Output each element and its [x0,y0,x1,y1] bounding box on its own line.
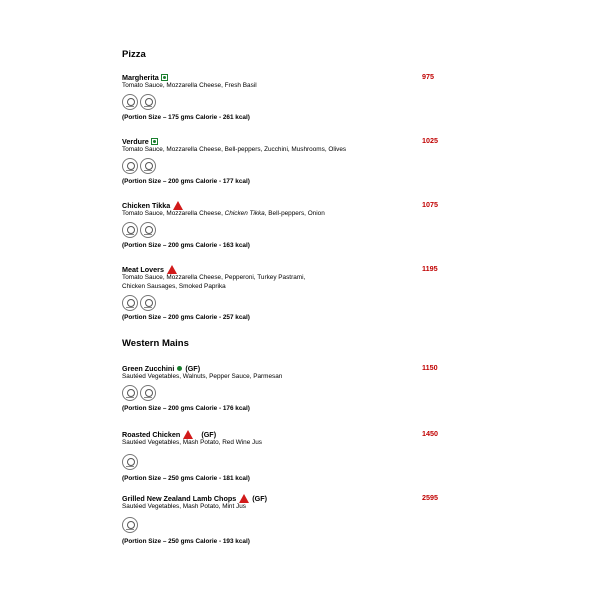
menu-item-lamb-chops [122,492,452,546]
item-description: Sautéed Vegetables, Mash Potato, Red Wine Jus [122,439,262,446]
non-veg-triangle-icon [167,265,177,274]
section-title-pizza: Pizza [122,49,146,60]
portion-info: (Portion Size – 250 gms Calorie - 193 kcal) [122,537,250,545]
nuts-icon [140,385,156,401]
allergen-icons [122,293,452,312]
menu-item-roasted-chicken [122,428,452,483]
veg-dot-icon [177,366,182,371]
dairy-icon [122,385,138,401]
allergen-icons [122,93,452,112]
veg-box-icon [151,138,158,145]
section-title-western-mains: Western Mains [122,338,189,349]
item-description: Tomato Sauce, Mozzarella Cheese, Chicken Tikka, Bell-peppers, Onion [122,210,325,217]
portion-info: (Portion Size – 250 gms Calorie - 181 kcal) [122,474,250,482]
dairy-icon [140,295,156,311]
gluten-icon [122,158,138,174]
item-price: 975 [422,72,434,81]
gluten-free-label: (GF) [185,363,201,373]
allergen-icons [122,516,452,535]
portion-info: (Portion Size – 200 gms Calorie - 177 kcal) [122,177,250,185]
dairy-icon [140,158,156,174]
menu-item-margherita [122,71,452,122]
item-description-line-2: Chicken Sausages, Smoked Paprika [122,282,226,290]
dairy-icon [140,222,156,238]
menu-item-green-zucchini [122,362,452,413]
menu-item-verdure [122,135,452,186]
item-price: 1075 [422,200,438,209]
item-price: 1450 [422,429,438,438]
portion-info: (Portion Size – 200 gms Calorie - 257 kcal) [122,314,250,321]
item-name: Margherita [122,72,159,82]
gluten-free-label: (GF) [252,493,268,503]
allergen-icons [122,453,452,472]
gluten-icon [122,94,138,110]
item-price: 1025 [422,136,438,145]
veg-box-icon [161,74,168,81]
allergen-icons [122,384,452,403]
gluten-free-label: (GF) [201,429,217,439]
item-description: Tomato Sauce, Mozzarella Cheese, Fresh Basil [122,82,257,89]
portion-info: (Portion Size – 175 gms Calorie - 261 kcal) [122,113,250,121]
item-name: Chicken Tikka [122,200,171,210]
item-name: Green Zucchini [122,363,175,373]
allergen-icons [122,221,452,240]
portion-info: (Portion Size – 200 gms Calorie - 176 kcal) [122,404,250,412]
menu-item-chicken-tikka [122,199,452,250]
dairy-icon [122,517,138,533]
item-name: Meat Lovers [122,264,164,274]
non-veg-triangle-icon [173,201,183,210]
item-description: Tomato Sauce, Mozzarella Cheese, Bell-peppers, Zucchini, Mushrooms, Olives [122,146,347,153]
item-name: Grilled New Zealand Lamb Chops [122,493,237,503]
item-name: Verdure [122,136,149,146]
dairy-icon [122,454,138,470]
item-price: 2595 [422,493,438,502]
allergen-icons [122,157,452,176]
item-price: 1195 [422,264,438,273]
menu-item-meat-lovers [122,263,452,322]
dairy-icon [140,94,156,110]
portion-info: (Portion Size – 200 gms Calorie - 163 kcal) [122,241,250,249]
item-name: Roasted Chicken [122,429,181,439]
non-veg-triangle-icon [183,430,193,439]
item-price: 1150 [422,363,438,372]
item-description: Tomato Sauce, Mozzarella Cheese, Pepperoni, Turkey Pastrami, [122,274,306,281]
gluten-icon [122,222,138,238]
gluten-icon [122,295,138,311]
non-veg-triangle-icon [239,494,249,503]
item-description: Sautéed Vegetables, Walnuts, Pepper Sauce, Parmesan [122,373,283,380]
item-description: Sautéed Vegetables, Mash Potato, Mint Jus [122,503,246,510]
